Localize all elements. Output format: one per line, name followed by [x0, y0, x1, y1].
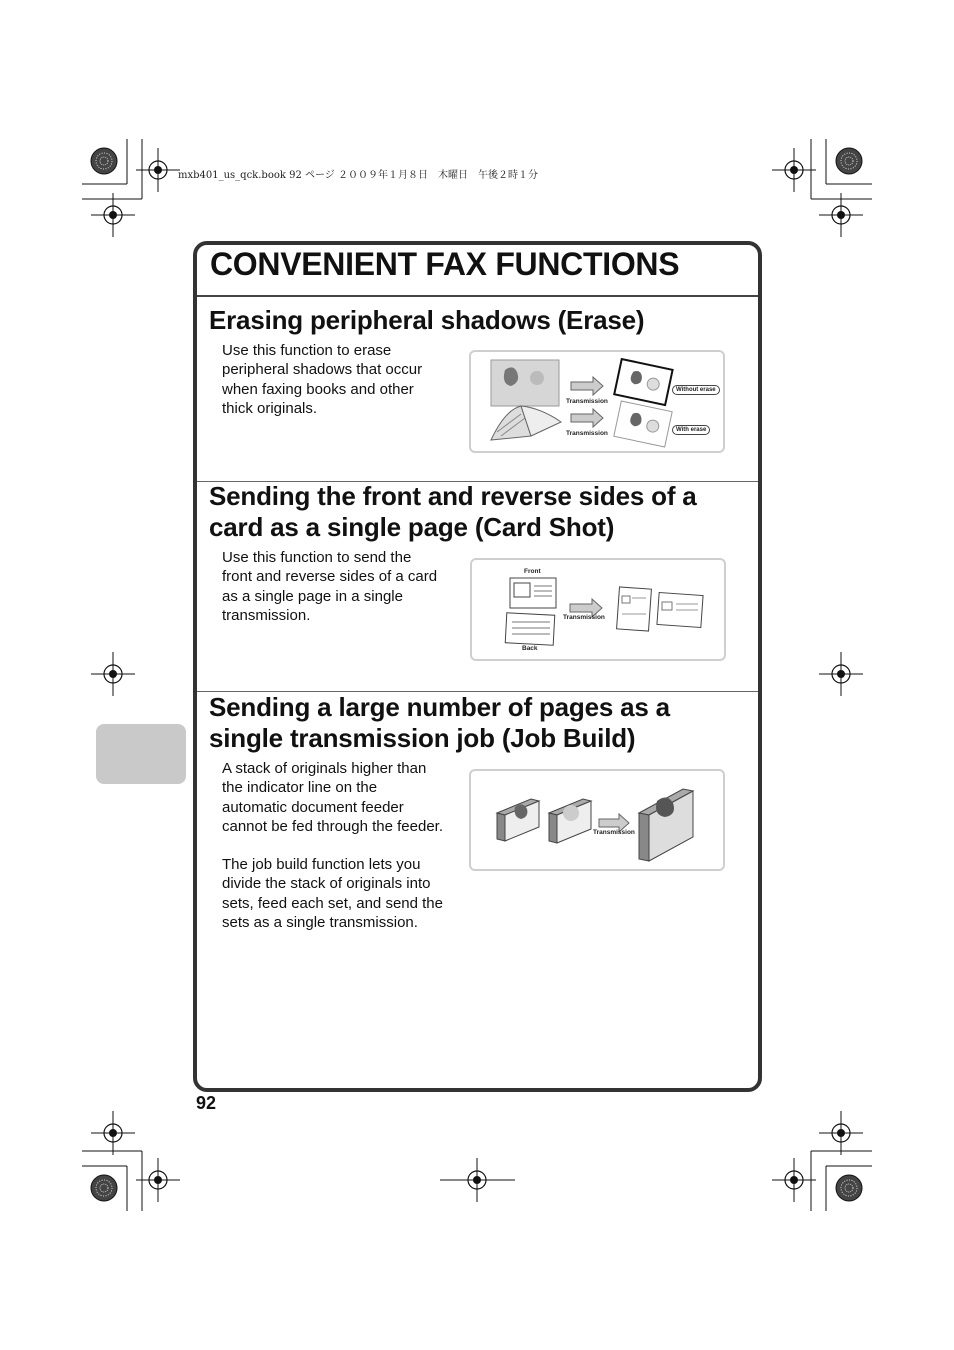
erase-illustration — [469, 350, 725, 453]
with-erase-tag: With erase — [672, 425, 710, 435]
front-label: Front — [524, 568, 541, 575]
transmission-label-2: Transmission — [566, 430, 608, 437]
page-title: CONVENIENT FAX FUNCTIONS — [210, 246, 680, 282]
section-body-card-shot: Use this function to send the front and reverse sides of a card as a single page in a single transmission. — [222, 549, 438, 624]
section-heading-erase: Erasing peripheral shadows (Erase) — [209, 305, 645, 335]
back-label: Back — [522, 645, 538, 652]
without-erase-tag: Without erase — [672, 385, 720, 395]
page-number: 92 — [196, 1093, 217, 1113]
transmission-label-3: Transmission — [563, 614, 605, 621]
transmission-label-1: Transmission — [566, 398, 608, 405]
title-divider — [197, 295, 758, 297]
section-heading-card-shot: Sending the front and reverse sides of a card as a single page (Card Shot) — [209, 481, 697, 542]
print-header: mxb401_us_qck.book 92 ページ ２００９年１月８日 木曜日 午後２時１分 — [178, 170, 538, 181]
section-body-job-build-2: The job build function lets you divide the stack of originals into sets, feed each set, and send the sets as a single transmission. — [222, 856, 443, 931]
section-body-job-build-1: A stack of originals higher than the indicator line on the automatic document feeder cannot be fed through the feeder. — [222, 760, 444, 835]
chapter-tab — [96, 724, 186, 784]
section-heading-job-build: Sending a large number of pages as a single transmission job (Job Build) — [209, 692, 670, 753]
job-build-illustration — [469, 769, 725, 871]
transmission-label-4: Transmission — [593, 829, 635, 836]
card-shot-illustration — [470, 558, 726, 661]
section-body-erase: Use this function to erase peripheral shadows that occur when faxing books and other thick originals. — [222, 342, 423, 417]
